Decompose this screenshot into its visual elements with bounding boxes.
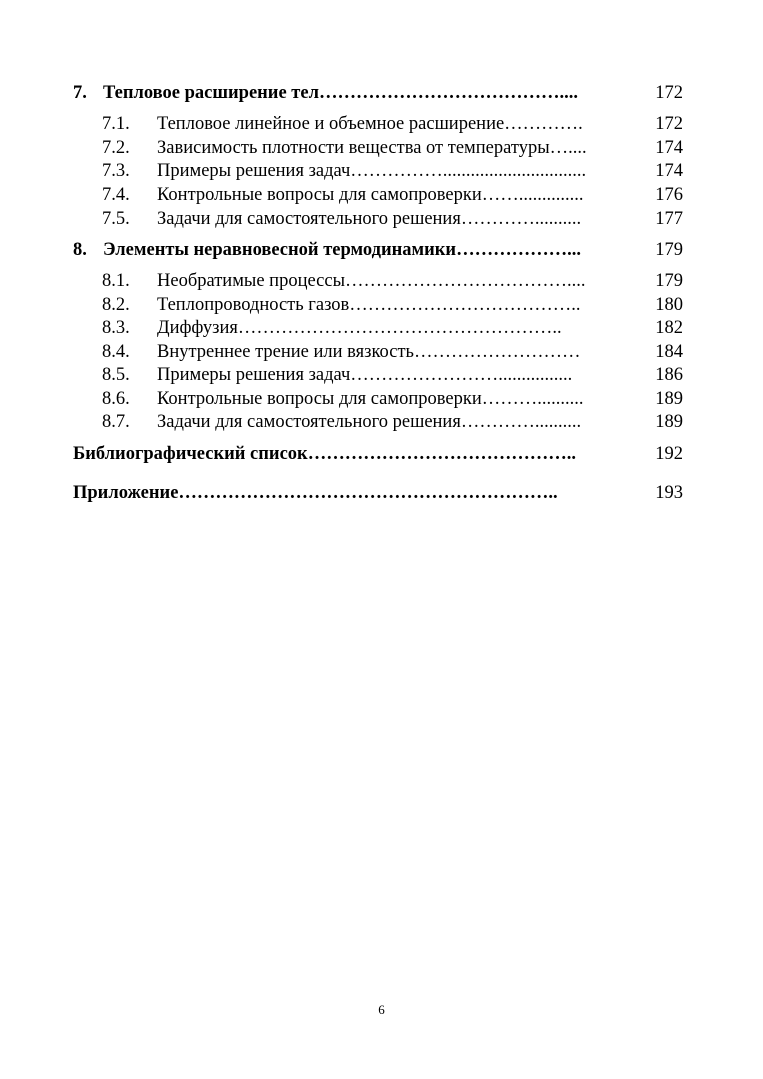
toc-item-title: Контрольные вопросы для самопроверки……….......... xyxy=(157,389,584,409)
toc-page-number: 174 xyxy=(655,161,683,181)
toc-item-8-7 xyxy=(102,410,683,434)
toc-item-title: Тепловое линейное и объемное расширение…………. xyxy=(157,114,583,134)
toc-page-number: 192 xyxy=(655,444,683,464)
toc-item-title: Примеры решения задач……………............................... xyxy=(157,161,587,181)
toc-chapter-8 xyxy=(73,238,683,262)
toc-chapter-title: Элементы неравновесной термодинамики………………... xyxy=(103,240,581,260)
toc-page-number: 193 xyxy=(655,483,683,503)
toc-item-number: 8.1. xyxy=(102,271,130,291)
toc-item-7-4 xyxy=(102,183,683,207)
toc-page-number: 189 xyxy=(655,389,683,409)
toc-item-title: Контрольные вопросы для самопроверки…….............. xyxy=(157,185,584,205)
toc-item-number: 8.4. xyxy=(102,342,130,362)
toc-item-8-5 xyxy=(102,363,683,387)
toc-page-number: 177 xyxy=(655,209,683,229)
toc-page-number: 174 xyxy=(655,138,683,158)
toc-chapter-number: 7. xyxy=(73,83,87,103)
toc-page-number: 176 xyxy=(655,185,683,205)
toc-item-8-6 xyxy=(102,387,683,411)
toc-item-7-2 xyxy=(102,136,683,160)
toc-item-title: Внутреннее трение или вязкость……………………… xyxy=(157,342,581,362)
toc-item-title: Задачи для самостоятельного решения………….......... xyxy=(157,209,582,229)
toc-item-number: 7.5. xyxy=(102,209,130,229)
toc-appendix xyxy=(73,481,683,505)
toc-page-number: 189 xyxy=(655,412,683,432)
toc-item-number: 7.3. xyxy=(102,161,130,181)
toc-item-title: Теплопроводность газов……………………………….. xyxy=(157,295,581,315)
toc-item-number: 8.7. xyxy=(102,412,130,432)
toc-page-number: 182 xyxy=(655,318,683,338)
toc-page-number: 179 xyxy=(655,271,683,291)
toc-item-number: 7.4. xyxy=(102,185,130,205)
toc-item-8-2 xyxy=(102,293,683,317)
toc-item-number: 7.1. xyxy=(102,114,130,134)
toc-item-number: 8.6. xyxy=(102,389,130,409)
toc-item-7-1 xyxy=(102,112,683,136)
toc-item-number: 8.3. xyxy=(102,318,130,338)
toc-page-number: 172 xyxy=(655,83,683,103)
toc-chapter-7 xyxy=(73,81,683,105)
toc-item-title: Зависимость плотности вещества от температуры….... xyxy=(157,138,587,158)
toc-item-number: 7.2. xyxy=(102,138,130,158)
toc-item-title: Необратимые процессы……………………………….... xyxy=(157,271,586,291)
toc-item-title: Задачи для самостоятельного решения………….......... xyxy=(157,412,582,432)
toc-item-7-3 xyxy=(102,159,683,183)
toc-item-title: Примеры решения задач……………………................ xyxy=(157,365,573,385)
toc-section-title: Библиографический список…………………………………….. xyxy=(73,444,576,464)
toc-chapter-title: Тепловое расширение тел………………………………….... xyxy=(103,83,578,103)
toc-item-number: 8.5. xyxy=(102,365,130,385)
toc-item-8-4 xyxy=(102,340,683,364)
toc-item-7-5 xyxy=(102,207,683,231)
toc-item-number: 8.2. xyxy=(102,295,130,315)
toc-chapter-number: 8. xyxy=(73,240,87,260)
toc-section-title: Приложение…………………………………………………….. xyxy=(73,483,558,503)
toc-page-number: 184 xyxy=(655,342,683,362)
toc-page-number: 179 xyxy=(655,240,683,260)
toc-item-title: Диффузия…………………………………………….. xyxy=(157,318,562,338)
toc-bibliography xyxy=(73,442,683,466)
page-footer-number: 6 xyxy=(378,1002,385,1017)
toc-item-8-1 xyxy=(102,269,683,293)
toc-page-number: 180 xyxy=(655,295,683,315)
toc-item-8-3 xyxy=(102,316,683,340)
toc-page-number: 186 xyxy=(655,365,683,385)
toc-page-number: 172 xyxy=(655,114,683,134)
